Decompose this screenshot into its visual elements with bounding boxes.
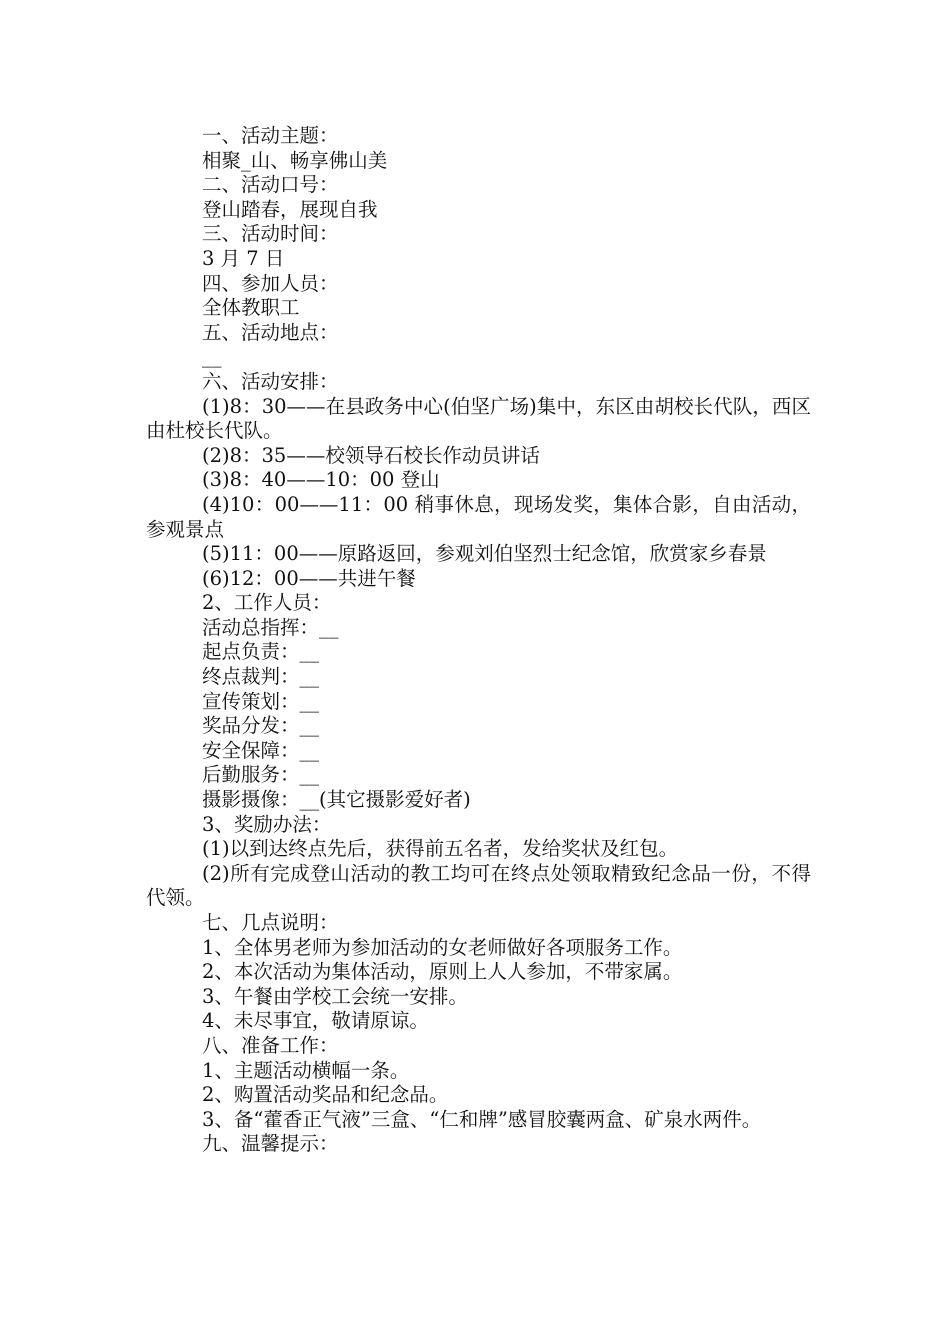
document-paragraph: 八、准备工作：: [202, 1033, 339, 1057]
document-paragraph: (6)12：00——共进午餐: [202, 566, 416, 590]
document-paragraph: 一、活动主题：: [202, 124, 339, 147]
document-paragraph: 登山踏春，展现自我: [202, 197, 378, 221]
document-paragraph: 奖品分发：__: [202, 714, 320, 738]
document-paragraph: 3、午餐由学校工会统一安排。: [202, 984, 468, 1008]
document-paragraph: 3、备“藿香正气液”三盒、“仁和牌”感冒胶囊两盒、矿泉水两件。: [202, 1107, 762, 1131]
document-paragraph: (1)以到达终点先后，获得前五名者，发给奖状及红包。: [202, 837, 679, 861]
document-paragraph: 九、温馨提示：: [202, 1132, 339, 1156]
document-paragraph: 1、主题活动横幅一条。: [202, 1058, 410, 1082]
document-paragraph: (1)8：30——在县政务中心(伯坚广场)集中，东区由胡校长代队，西区由杜校长代队。: [146, 394, 811, 443]
document-paragraph: 二、活动口号：: [202, 173, 339, 197]
document-paragraph: __: [202, 345, 222, 369]
document-paragraph: (2)所有完成登山活动的教工均可在终点处领取精致纪念品一份，不得代领。: [146, 861, 811, 910]
document-body: [146, 124, 811, 1157]
document-paragraph: 三、活动时间：: [202, 222, 339, 246]
document-paragraph: 六、活动安排：: [202, 369, 339, 393]
document-paragraph: (5)11：00——原路返回，参观刘伯坚烈士纪念馆，欣赏家乡春景: [202, 542, 767, 566]
document-paragraph: 2、购置活动奖品和纪念品。: [202, 1083, 449, 1107]
document-paragraph: 摄影摄像：__(其它摄影爱好者): [202, 788, 471, 812]
document-paragraph: 五、活动地点：: [202, 320, 339, 344]
document-paragraph: 2、本次活动为集体活动，原则上人人参加，不带家属。: [202, 960, 683, 984]
document-paragraph: 宣传策划：__: [202, 689, 320, 713]
document-paragraph: (2)8：35——校领导石校长作动员讲话: [202, 443, 540, 467]
document-paragraph: 相聚_山、畅享佛山美: [202, 148, 388, 172]
document-paragraph: (4)10：00——11：00 稍事休息，现场发奖，集体合影，自由活动，参观景点: [146, 492, 811, 541]
document-paragraph: 后勤服务：__: [202, 763, 320, 787]
document-paragraph: 终点裁判：__: [202, 665, 320, 689]
document-paragraph: 活动总指挥：__: [202, 615, 339, 639]
document-paragraph: 起点负责：__: [202, 640, 320, 664]
document-paragraph: 全体教职工: [202, 296, 300, 320]
document-paragraph: 四、参加人员：: [202, 271, 339, 295]
document-paragraph: 3 月 7 日: [202, 246, 285, 270]
document-paragraph: 3、奖励办法：: [202, 812, 332, 836]
document-paragraph: 1、全体男老师为参加活动的女老师做好各项服务工作。: [202, 935, 683, 959]
document-paragraph: (3)8：40——10：00 登山: [202, 468, 440, 492]
document-paragraph: 七、几点说明：: [202, 911, 339, 934]
document-paragraph: 安全保障：__: [202, 738, 320, 762]
document-paragraph: 2、工作人员：: [202, 591, 332, 615]
document-paragraph: 4、未尽事宜，敬请原谅。: [202, 1009, 429, 1033]
